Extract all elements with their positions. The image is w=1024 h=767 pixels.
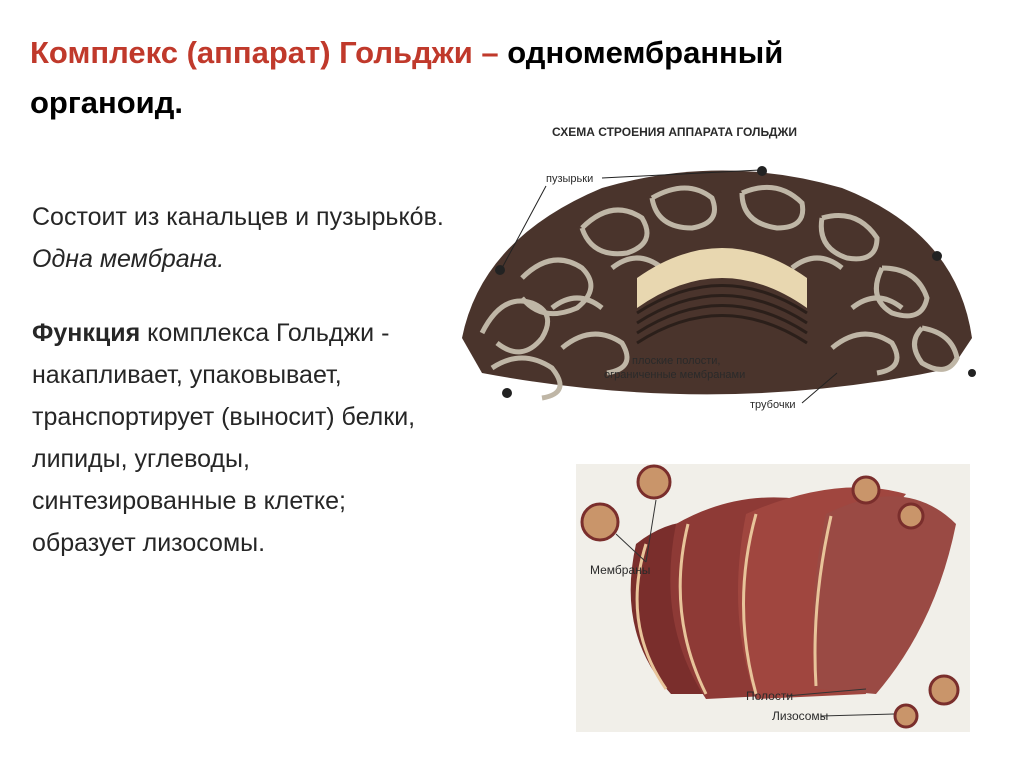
function-heading: Функция: [32, 319, 141, 347]
function-text: комплекса Гольджи - накапливает, упаковывает, транспортирует (выносит) белки, липиды, углеводы, синтезированные в клетке; образует лизосомы.: [32, 319, 416, 557]
label-membranes: Мембраны: [590, 563, 651, 577]
body-text: [32, 196, 452, 596]
label-lysosomes: Лизосомы: [772, 709, 829, 723]
label-cavities-2: ограниченные мембранами: [604, 369, 746, 381]
golgi-scheme-figure: [452, 118, 992, 420]
label-vesicles: пузырьки: [546, 173, 594, 185]
scheme-caption: СХЕМА СТРОЕНИЯ АППАРАТА ГОЛЬДЖИ: [552, 125, 797, 139]
label-cavities-1: плоские полости,: [632, 355, 721, 367]
membrane-note: Одна мембрана.: [32, 245, 225, 273]
title-rest-line2: органоид.: [30, 85, 184, 120]
label-cavities: Полости: [746, 689, 794, 703]
page-title: [30, 28, 930, 128]
structure-paragraph: [32, 196, 452, 280]
title-accent: Комплекс (аппарат) Гольджи –: [30, 35, 499, 70]
golgi-stack-figure: [576, 464, 970, 732]
title-rest-line1: одномембранный: [498, 35, 784, 70]
structure-text: Состоит из канальцев и пузырько́в.: [32, 203, 444, 231]
function-paragraph: [32, 312, 452, 564]
label-tubules: трубочки: [750, 399, 796, 411]
